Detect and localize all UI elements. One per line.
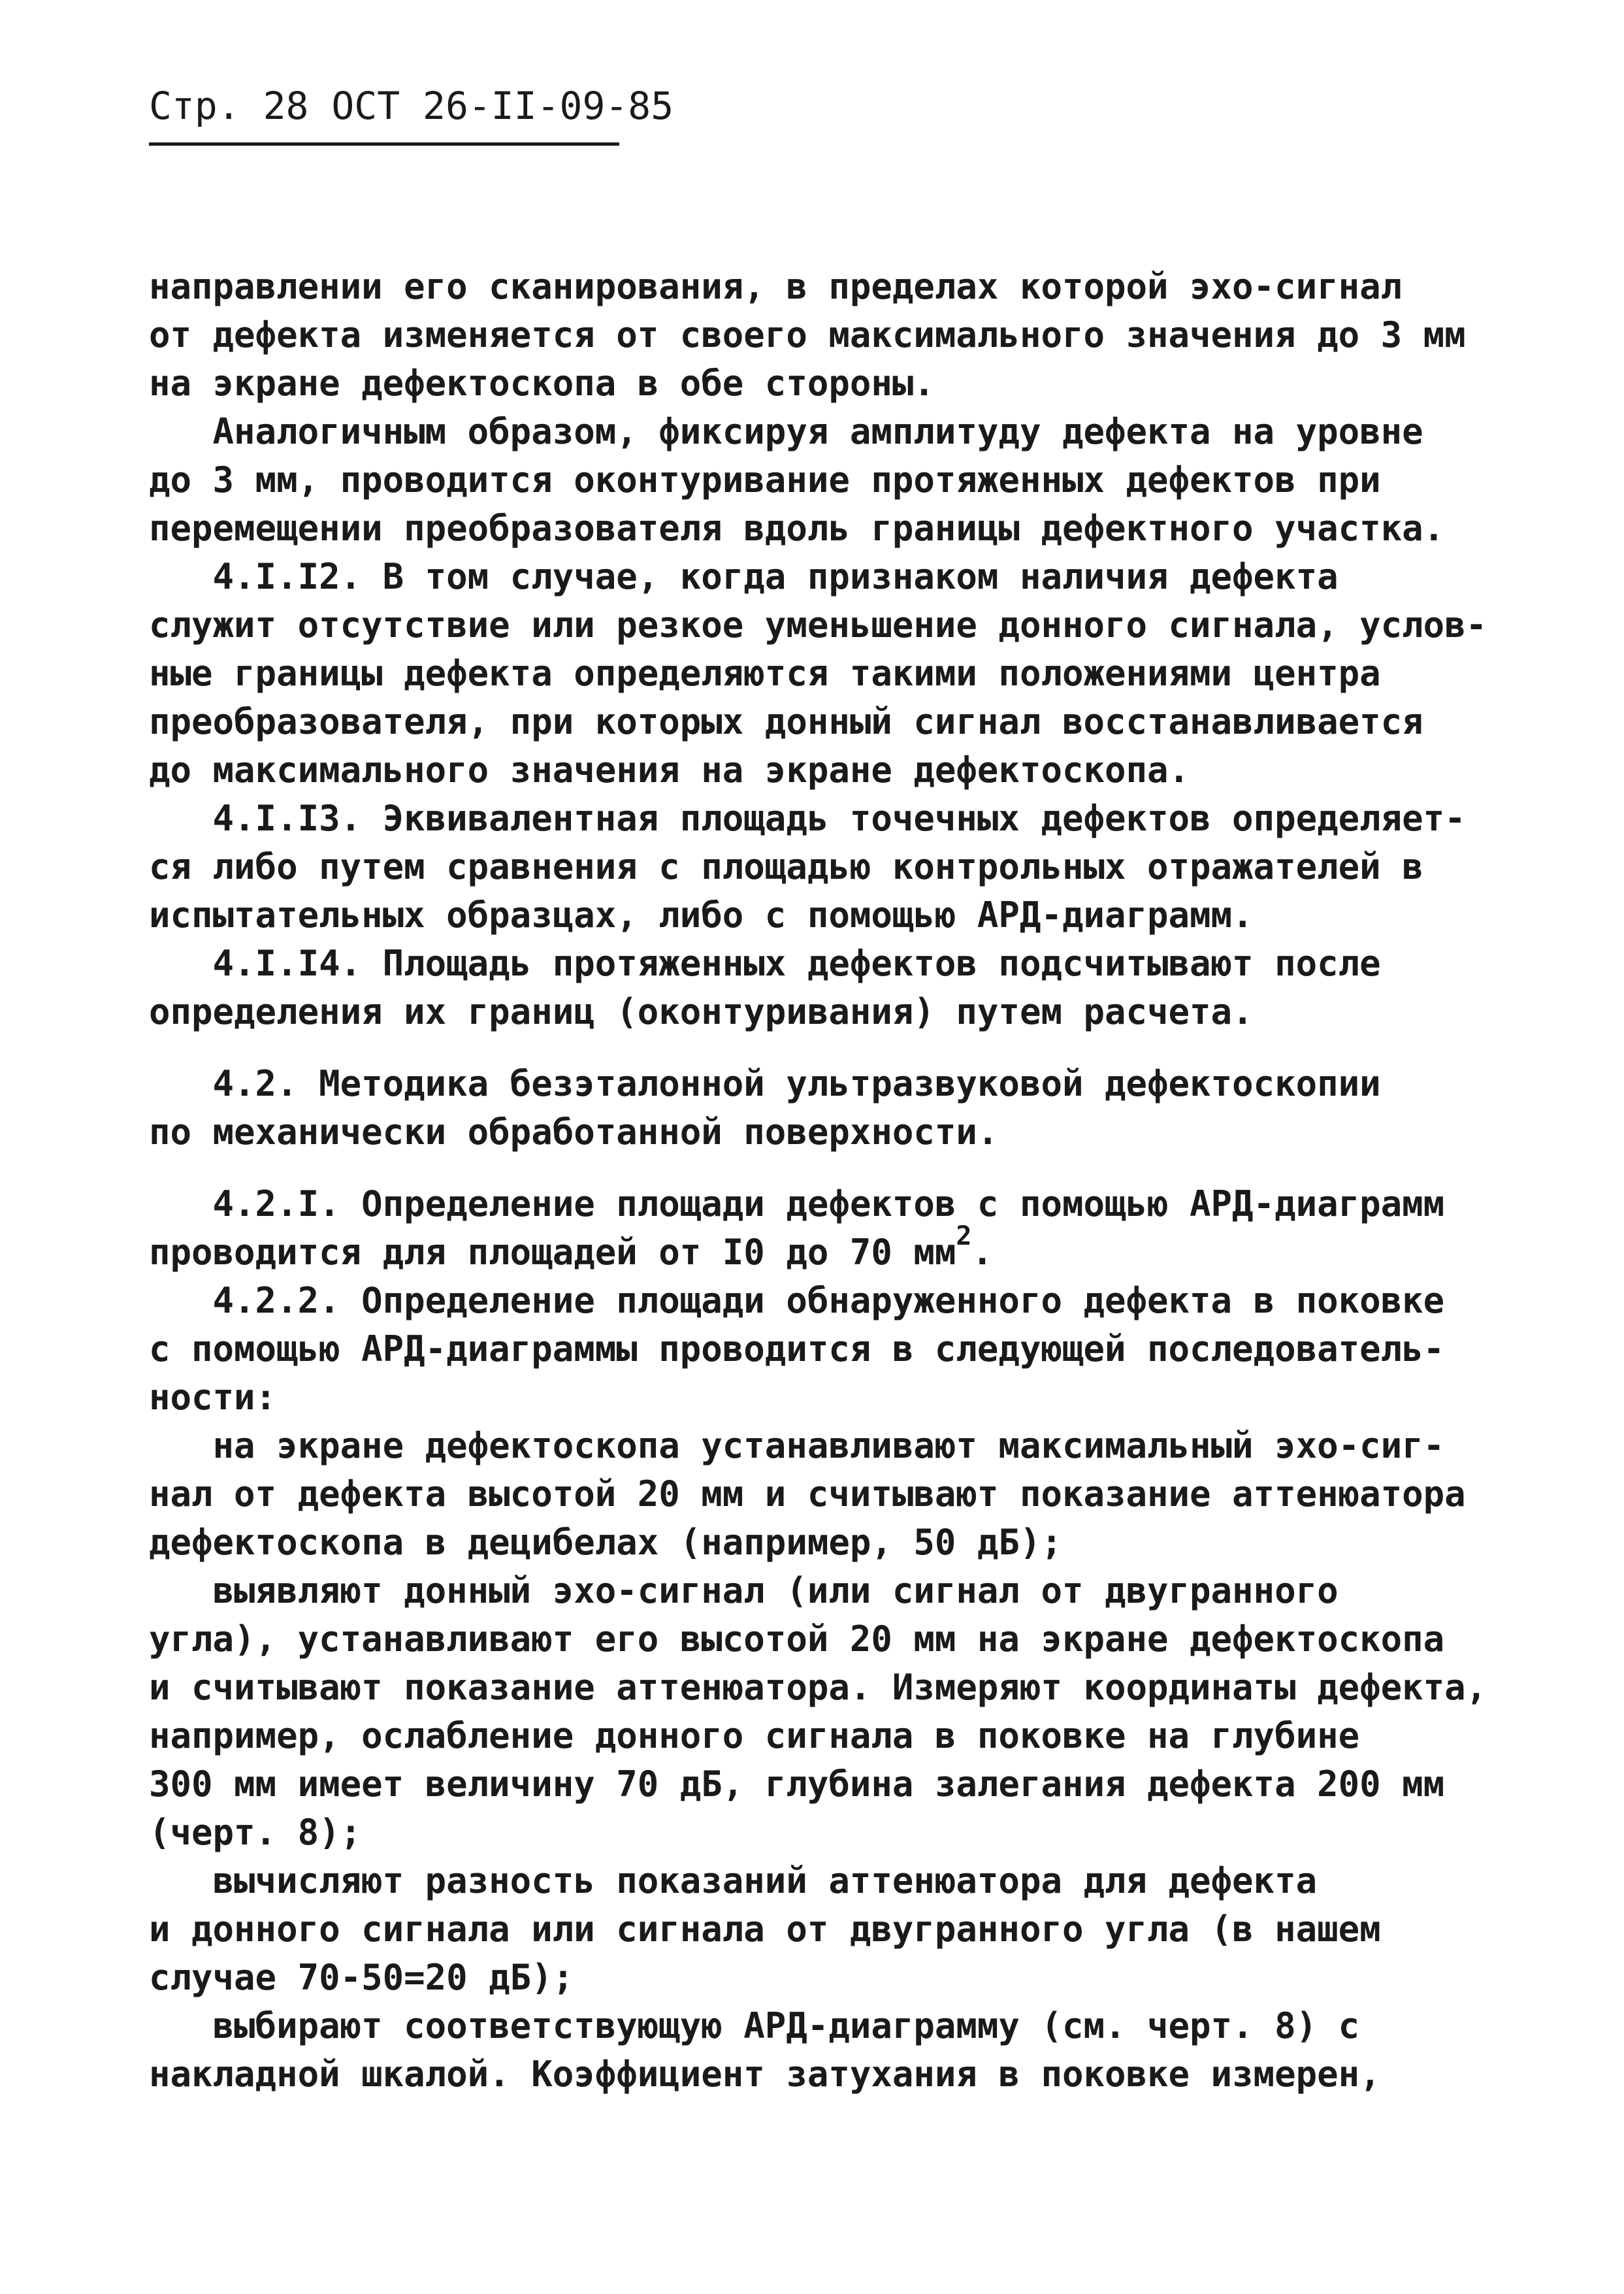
text-line: на экране дефектоскопа устанавливают максимальный эхо-сиг-: [149, 1425, 1445, 1466]
text-line: испытательных образцах, либо с помощью АРД-диаграмм.: [149, 894, 1254, 936]
text-line: 4.I.I3. Эквивалентная площадь точечных дефектов определяет-: [149, 798, 1466, 839]
text-line: ся либо путем сравнения с площадью контрольных отражателей в: [149, 846, 1423, 887]
text-line: служит отсутствие или резкое уменьшение донного сигнала, услов-: [149, 604, 1487, 646]
text-line: (черт. 8);: [149, 1812, 362, 1853]
text-line: и считывают показание аттенюатора. Измеряют координаты дефекта,: [149, 1667, 1487, 1708]
section-heading: 4.2. Методика безэталонной ультразвуковой дефектоскопии: [149, 1063, 1381, 1104]
text-line: на экране дефектоскопа в обе стороны.: [149, 363, 935, 404]
header-underline: [149, 142, 619, 146]
text-line: 300 мм имеет величину 70 дБ, глубина залегания дефекта 200 мм: [149, 1763, 1445, 1805]
text-line: до максимального значения на экране дефектоскопа.: [149, 749, 1190, 791]
text-line: накладной шкалой. Коэффициент затухания в поковке измерен,: [149, 2054, 1381, 2095]
text-line: 4.I.I4. Площадь протяженных дефектов подсчитывают после: [149, 943, 1381, 984]
text-line: 4.2.2. Определение площади обнаруженного дефекта в поковке: [149, 1280, 1445, 1321]
section-heading: по механически обработанной поверхности.: [149, 1111, 999, 1153]
text-line: нал от дефекта высотой 20 мм и считывают показание аттенюатора: [149, 1473, 1466, 1515]
text-line: с помощью АРД-диаграммы проводится в следующей последователь-: [149, 1328, 1445, 1369]
text-line: выбирают соответствующую АРД-диаграмму (см. черт. 8) с: [149, 2005, 1360, 2046]
text-line: 4.2.I. Определение площади дефектов с помощью АРД-диаграмм: [149, 1183, 1445, 1224]
text-line: вычисляют разность показаний аттенюатора для дефекта: [149, 1860, 1318, 1901]
superscript: 2: [956, 1221, 972, 1251]
text-line: до 3 мм, проводится оконтуривание протяженных дефектов при: [149, 459, 1381, 500]
text-line: например, ослабление донного сигнала в поковке на глубине: [149, 1715, 1360, 1756]
text-line: перемещении преобразователя вдоль границы дефектного участка.: [149, 508, 1445, 549]
text-line: ности:: [149, 1377, 277, 1418]
text-line: Аналогичным образом, фиксируя амплитуду дефекта на уровне: [149, 411, 1423, 452]
text-line: от дефекта изменяется от своего максимального значения до 3 мм: [149, 314, 1466, 355]
text-line: определения их границ (оконтуривания) путем расчета.: [149, 991, 1254, 1032]
text-line: выявляют донный эхо-сигнал (или сигнал от двугранного: [149, 1570, 1339, 1611]
page-header: Стр. 28 ОСТ 26-II-09-85: [149, 84, 674, 128]
text-line: ные границы дефекта определяются такими положениями центра: [149, 653, 1381, 694]
text-line: направлении его сканирования, в пределах которой эхо-сигнал: [149, 266, 1403, 307]
text-line: [149, 1221, 994, 1277]
text-line: угла), устанавливают его высотой 20 мм на экране дефектоскопа: [149, 1618, 1445, 1660]
text-line: преобразователя, при которых донный сигнал восстанавливается: [149, 701, 1423, 742]
text-span: .: [971, 1232, 994, 1273]
text-line: 4.I.I2. В том случае, когда признаком наличия дефекта: [149, 556, 1339, 597]
text-line: дефектоскопа в децибелах (например, 50 дБ);: [149, 1522, 1062, 1563]
text-line: и донного сигнала или сигнала от двугранного угла (в нашем: [149, 1909, 1381, 1950]
text-line: случае 70-50=20 дБ);: [149, 1957, 574, 1998]
text-span: проводится для площадей от I0 до 70 мм: [149, 1232, 956, 1273]
